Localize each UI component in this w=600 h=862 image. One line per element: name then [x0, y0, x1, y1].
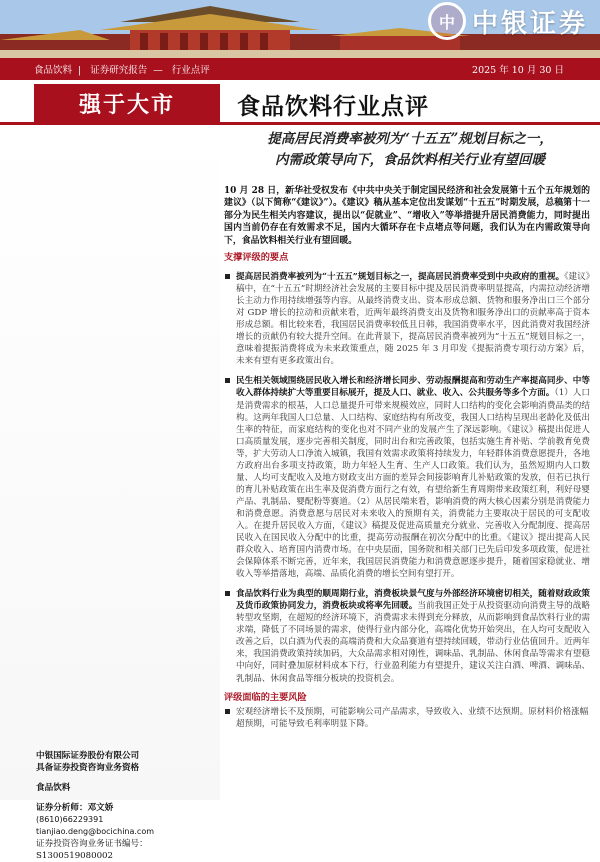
bullet-body: （1）人口是消费需求的根基，人口总量提升可带来规模效应，同时人口结构的变化会影响消费品类的结构。这两年我国人口总量、人口结构、家庭结构有所改变，我国人口结构呈现出老龄化及低出生率的特征，而家庭结构的变化也对不同产业的发展产生了深远影响。《建议》稿提出促进人口高质量发展，逐步完善相关制度，同时出台和完善政策，包括实施生育补贴、学前教育免费等，扩大劳动人口净流入城镇，我国有效需求政策将持续发力，年轻群体消费意愿提升，各地方政府出台多项支持政策，助力年轻人生育、生产人口政策。我们认为，虽然短期内人口数量、人均可支配收入及地方财政支出方面的差异会间接影响育儿补贴政策的发放，但若已执行的育儿补贴政策在出生率及促消费方面行之有效，有望给新生育周期带来政策红利，利好母婴产品、乳制品、婴配粉等赛道。（2）从居民端来看，影响消费的两大核心因素分别是消费能力和消费意愿。消费意愿与居民对未来收入的预期有关，消费能力主要取决于居民的可支配收入。在提升居民收入方面，《建议》稿提及促进高质量充分就业、完善收入分配制度、提高居民收入在国民收入分配中的比重，提高劳动报酬在初次分配中的比重。《建议》提出提高人民群众收入、培育国内消费市场。在中央层面，国务院和相关部门已先后印发多项政策，促进社会保障体系不断完善，近年来，我国居民消费能力和消费意愿逐步提升，随着国家稳就业、增收入等举措落地，高端、品质化消费的增长空间有望打开。: [236, 388, 590, 580]
breadcrumb-report-type: 证券研究报告: [90, 65, 148, 76]
analyst-phone: (8610)66229391: [36, 815, 104, 824]
company-name: 中银国际证券股份有限公司: [36, 751, 140, 761]
bullet-point: [224, 271, 590, 367]
bullet-lead: 食品饮料行业为典型的顺周期行业，消费板块景气度与外部经济环境密切相关，随着财政政策及货币政策协同发力，消费板块或将率先回暖。: [236, 589, 590, 612]
title-bar: [0, 84, 600, 125]
analyst-email[interactable]: tianjiao.deng@bocichina.com: [36, 827, 155, 836]
subtitle-line-2: 内需政策导向下，食品饮料相关行业有望回暖: [275, 152, 545, 168]
square-bullet-icon: [225, 274, 230, 279]
bullet-point: [224, 375, 590, 580]
main-content: [224, 126, 590, 730]
report-subtitle: [224, 129, 590, 171]
breadcrumb-industry: 食品饮料: [34, 65, 73, 76]
section-heading-risk: 评级面临的主要风险: [224, 691, 307, 703]
breadcrumb-report-kind: 行业点评: [171, 65, 210, 76]
bullet-lead: 民生相关领域围绕居民收入增长和经济增长同步、劳动报酬提高和劳动生产率提高同步、中等收入群体持续扩大等重要目标展开，提及人口、就业、收入、公共服务等多个方面。: [236, 376, 590, 399]
brand-logo: [428, 2, 588, 40]
intro-paragraph: 10 月 28 日，新华社受权发布《中共中央关于制定国民经济和社会发展第十五个五年规划的建议》（以下简称“《建议》”）。《建议》稿从基本定位出发谋划“十五五”时期发展，总稿第十一部分为民生相关内容建议，提出以“促就业”、“增收入”等举措提升居民消费能力，同时提出国内当前仍存在有效需求不足，国内大循环存在卡点堵点等问题，我们认为在内需政策导向下，食品饮料相关行业有望回暖。: [224, 186, 590, 246]
section-heading-support: 支撑评级的要点: [224, 252, 289, 264]
risk-item: [224, 706, 590, 730]
logo-text: 中银证券: [471, 8, 588, 39]
square-bullet-icon: [225, 709, 230, 714]
logo-mark-icon: 中: [428, 2, 466, 40]
qualification: 具备证券投资咨询业务资格: [36, 763, 140, 773]
bullet-body: 当前我国正处于从投资驱动向消费主导的战略转型攻坚期，在超短的经济环境下，消费需求未得到充分释放，从而影响到食品饮料行业的需求端，降低了不同场景的需求，使得行业内部分化，高端化优势开始突出，在人均可支配收入改善之后，以白酒为代表的高端消费和大众品赛道有望持续回暖，带动行业估值回升。近两年来，我国消费政策持续加码，大众品需求相对刚性，调味品、乳制品、休闲食品等需求有望稳中向好，同时叠加原材料成本下行，行业盈利能力有望提升，建议关注白酒、啤酒、调味品、乳制品、休闲食品等细分板块的投资机会。: [236, 601, 590, 684]
sidebar-industry: 食品饮料: [36, 783, 71, 793]
page-title: 食品饮料行业点评: [237, 93, 429, 120]
report-date: 2025 年 10 月 30 日: [472, 65, 564, 76]
banner-image: [0, 0, 600, 58]
bullet-lead: 提高居民消费率被列为“十五五”规划目标之一，提高居民消费率受到中央政府的重视。: [236, 272, 565, 283]
sidebar: [0, 125, 220, 861]
report-header-bar: [0, 58, 600, 80]
square-bullet-icon: [225, 591, 230, 596]
analyst-cert: 证券投资咨询业务证书编号：S1300519080002: [36, 839, 148, 861]
rating-badge: 强于大市: [34, 84, 220, 122]
bullet-body: 《建议》稿中，在“十五五”时期经济社会发展的主要目标中提及居民消费率明显提高，内需拉动经济增长主动力作用持续增强等内容。从最终消费支出、资本形成总额、货物和服务净出口三个部分对 GDP 增长的拉动和贡献来看，近两年最终消费支出及货物和服务净出口的贡献率高于资本形成总额。相比较来看，我国居民消费率较低且日韩，我国消费率水平，因此消费对我国经济增长的贡献仍有较大提升空间。在此背景下，提高居民消费率被列为“十五五”规划目标之一，意味着提振消费将成为未来政策重点，随 2025 年 3 月印发《提振消费专项行动方案》后，未来有望有更多政策出台。: [236, 272, 591, 367]
breadcrumb: 食品饮料 | 证券研究报告 — 行业点评: [34, 65, 210, 76]
square-bullet-icon: [225, 378, 230, 383]
analyst-info: [36, 750, 218, 862]
analyst-name: 证券分析师：邓文娇: [36, 803, 114, 813]
subtitle-line-1: 提高居民消费率被列为“十五五”规划目标之一，: [267, 131, 553, 147]
bullet-point: [224, 588, 590, 684]
risk-text: 宏观经济增长不及预期，可能影响公司产品需求，导致收入、业绩不达预期。原材料价格涨幅超预期，可能导致毛利率明显下降。: [236, 706, 589, 729]
